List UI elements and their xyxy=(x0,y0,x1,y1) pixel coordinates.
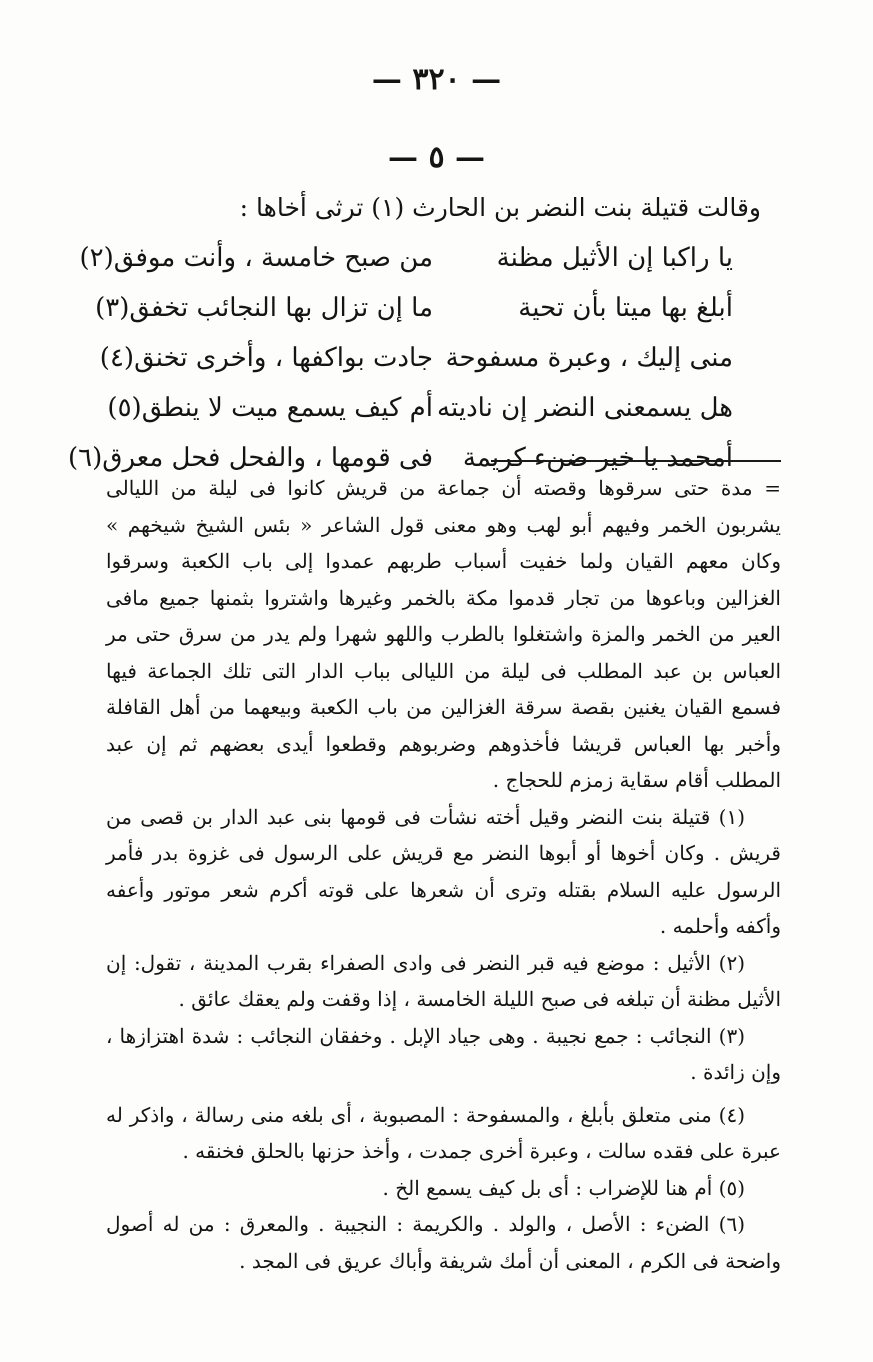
poem-introduction: وقالت قتيلة بنت النضر بن الحارث (١) ترثى أخاها : xyxy=(239,193,761,222)
verse-second-hemistich: فى قومها ، والفحل فحل معرق(٦) xyxy=(68,443,433,473)
verse-first-hemistich: أمحمد يا خير ضنء كريمة xyxy=(462,443,733,473)
verse-first-hemistich: أبلغ بها ميتا بأن تحية xyxy=(518,293,733,323)
footnote-continuation: = مدة حتى سرقوها وقصته أن جماعة من قريش كانوا فى ليلة من الليالى يشربون الخمر وفيهم أبو لهب وهو معنى قول الشاعر « بئس الشيخ شيخهم » وكان معهم القيان ولما خفيت أسباب طربهم عمدوا إلى باب الكعبة وسرقوا الغزالين وباعوها من تجار قدموا مكة بالخمر وغيرها واشتروا بثمنها جميع مافى العير من الخمر والمزة واشتغلوا بالطرب واللهو شهرا ولم يدر من سرق حتى مر العباس بن عبد المطلب فى ليلة من الليالى بباب الدار التى تلك الجماعة فيها فسمع القيان يغنين بقصة سرقة الغزالين من باب الكعبة وبيعهما من أهل القافلة وأخبر بها العباس قريشا فأخذوهم وضربوهم وقطعوا أيدى بعضهم ثم إن عبد المطلب أقام سقاية زمزم للحجاج . xyxy=(106,476,781,792)
footnote-divider xyxy=(491,460,781,462)
poem xyxy=(68,233,733,483)
poem-verse xyxy=(78,233,733,283)
footnote-6: (٦) الضنء : الأصل ، والولد . والكريمة : النجيبة . والمعرق : من له أصول واضحة فى الكرم ، المعنى أن أمك شريفة وأباك عريق فى المجد . xyxy=(106,1212,781,1273)
poem-verse xyxy=(78,283,733,333)
verse-second-hemistich: من صبح خامسة ، وأنت موفق(٢) xyxy=(79,243,433,273)
page-number: — ٣٢٠ — xyxy=(371,62,502,97)
poem-verse xyxy=(78,383,733,433)
verse-second-hemistich: جادت بواكفها ، وأخرى تخنق(٤) xyxy=(99,343,433,373)
footnote-5: (٥) أم هنا للإضراب : أى بل كيف يسمع الخ . xyxy=(382,1175,745,1200)
verse-first-hemistich: هل يسمعنى النضر إن ناديته xyxy=(437,393,733,423)
verse-first-hemistich: يا راكبا إن الأثيل مظنة xyxy=(496,243,733,273)
verse-second-hemistich: ما إن تزال بها النجائب تخفق(٣) xyxy=(95,293,433,323)
verse-first-hemistich: منى إليك ، وعبرة مسفوحة xyxy=(445,343,733,373)
footnotes xyxy=(106,470,781,1279)
poem-verse xyxy=(78,333,733,383)
footnote-2: (٢) الأثيل : موضع فيه قبر النضر فى وادى الصفراء بقرب المدينة ، تقول: إن الأثيل مظنة أن تبلغه فى صبح الليلة الخامسة ، إذا وقفت ولم يعقك عائق . xyxy=(106,950,781,1011)
footnote-1: (١) قتيلة بنت النضر وقيل أخته نشأت فى قومها بنى عبد الدار بن قصى من قريش . وكان أخوها أو أبوها النضر مع قريش على الرسول فى غزوة بدر فأمر الرسول عليه السلام بقتله وترى أن شعرها على قوته أكرم شعر موتور وأعفه وأكفه وأحلمه . xyxy=(106,804,781,938)
footnote-4: (٤) منى متعلق بأبلغ ، والمسفوحة : المصبوبة ، أى بلغه منى رسالة ، واذكر له عبرة على فقده سالت ، وعبرة أخرى جمدت ، وأخذ حزنها بالحلق فخنقه . xyxy=(106,1102,781,1163)
section-number: — ٥ — xyxy=(387,140,486,175)
footnote-3: (٣) النجائب : جمع نجيبة . وهى جياد الإبل . وخفقان النجائب : شدة اهتزازها ، وإن زائدة . xyxy=(106,1023,781,1084)
verse-second-hemistich: أم كيف يسمع ميت لا ينطق(٥) xyxy=(107,393,433,423)
